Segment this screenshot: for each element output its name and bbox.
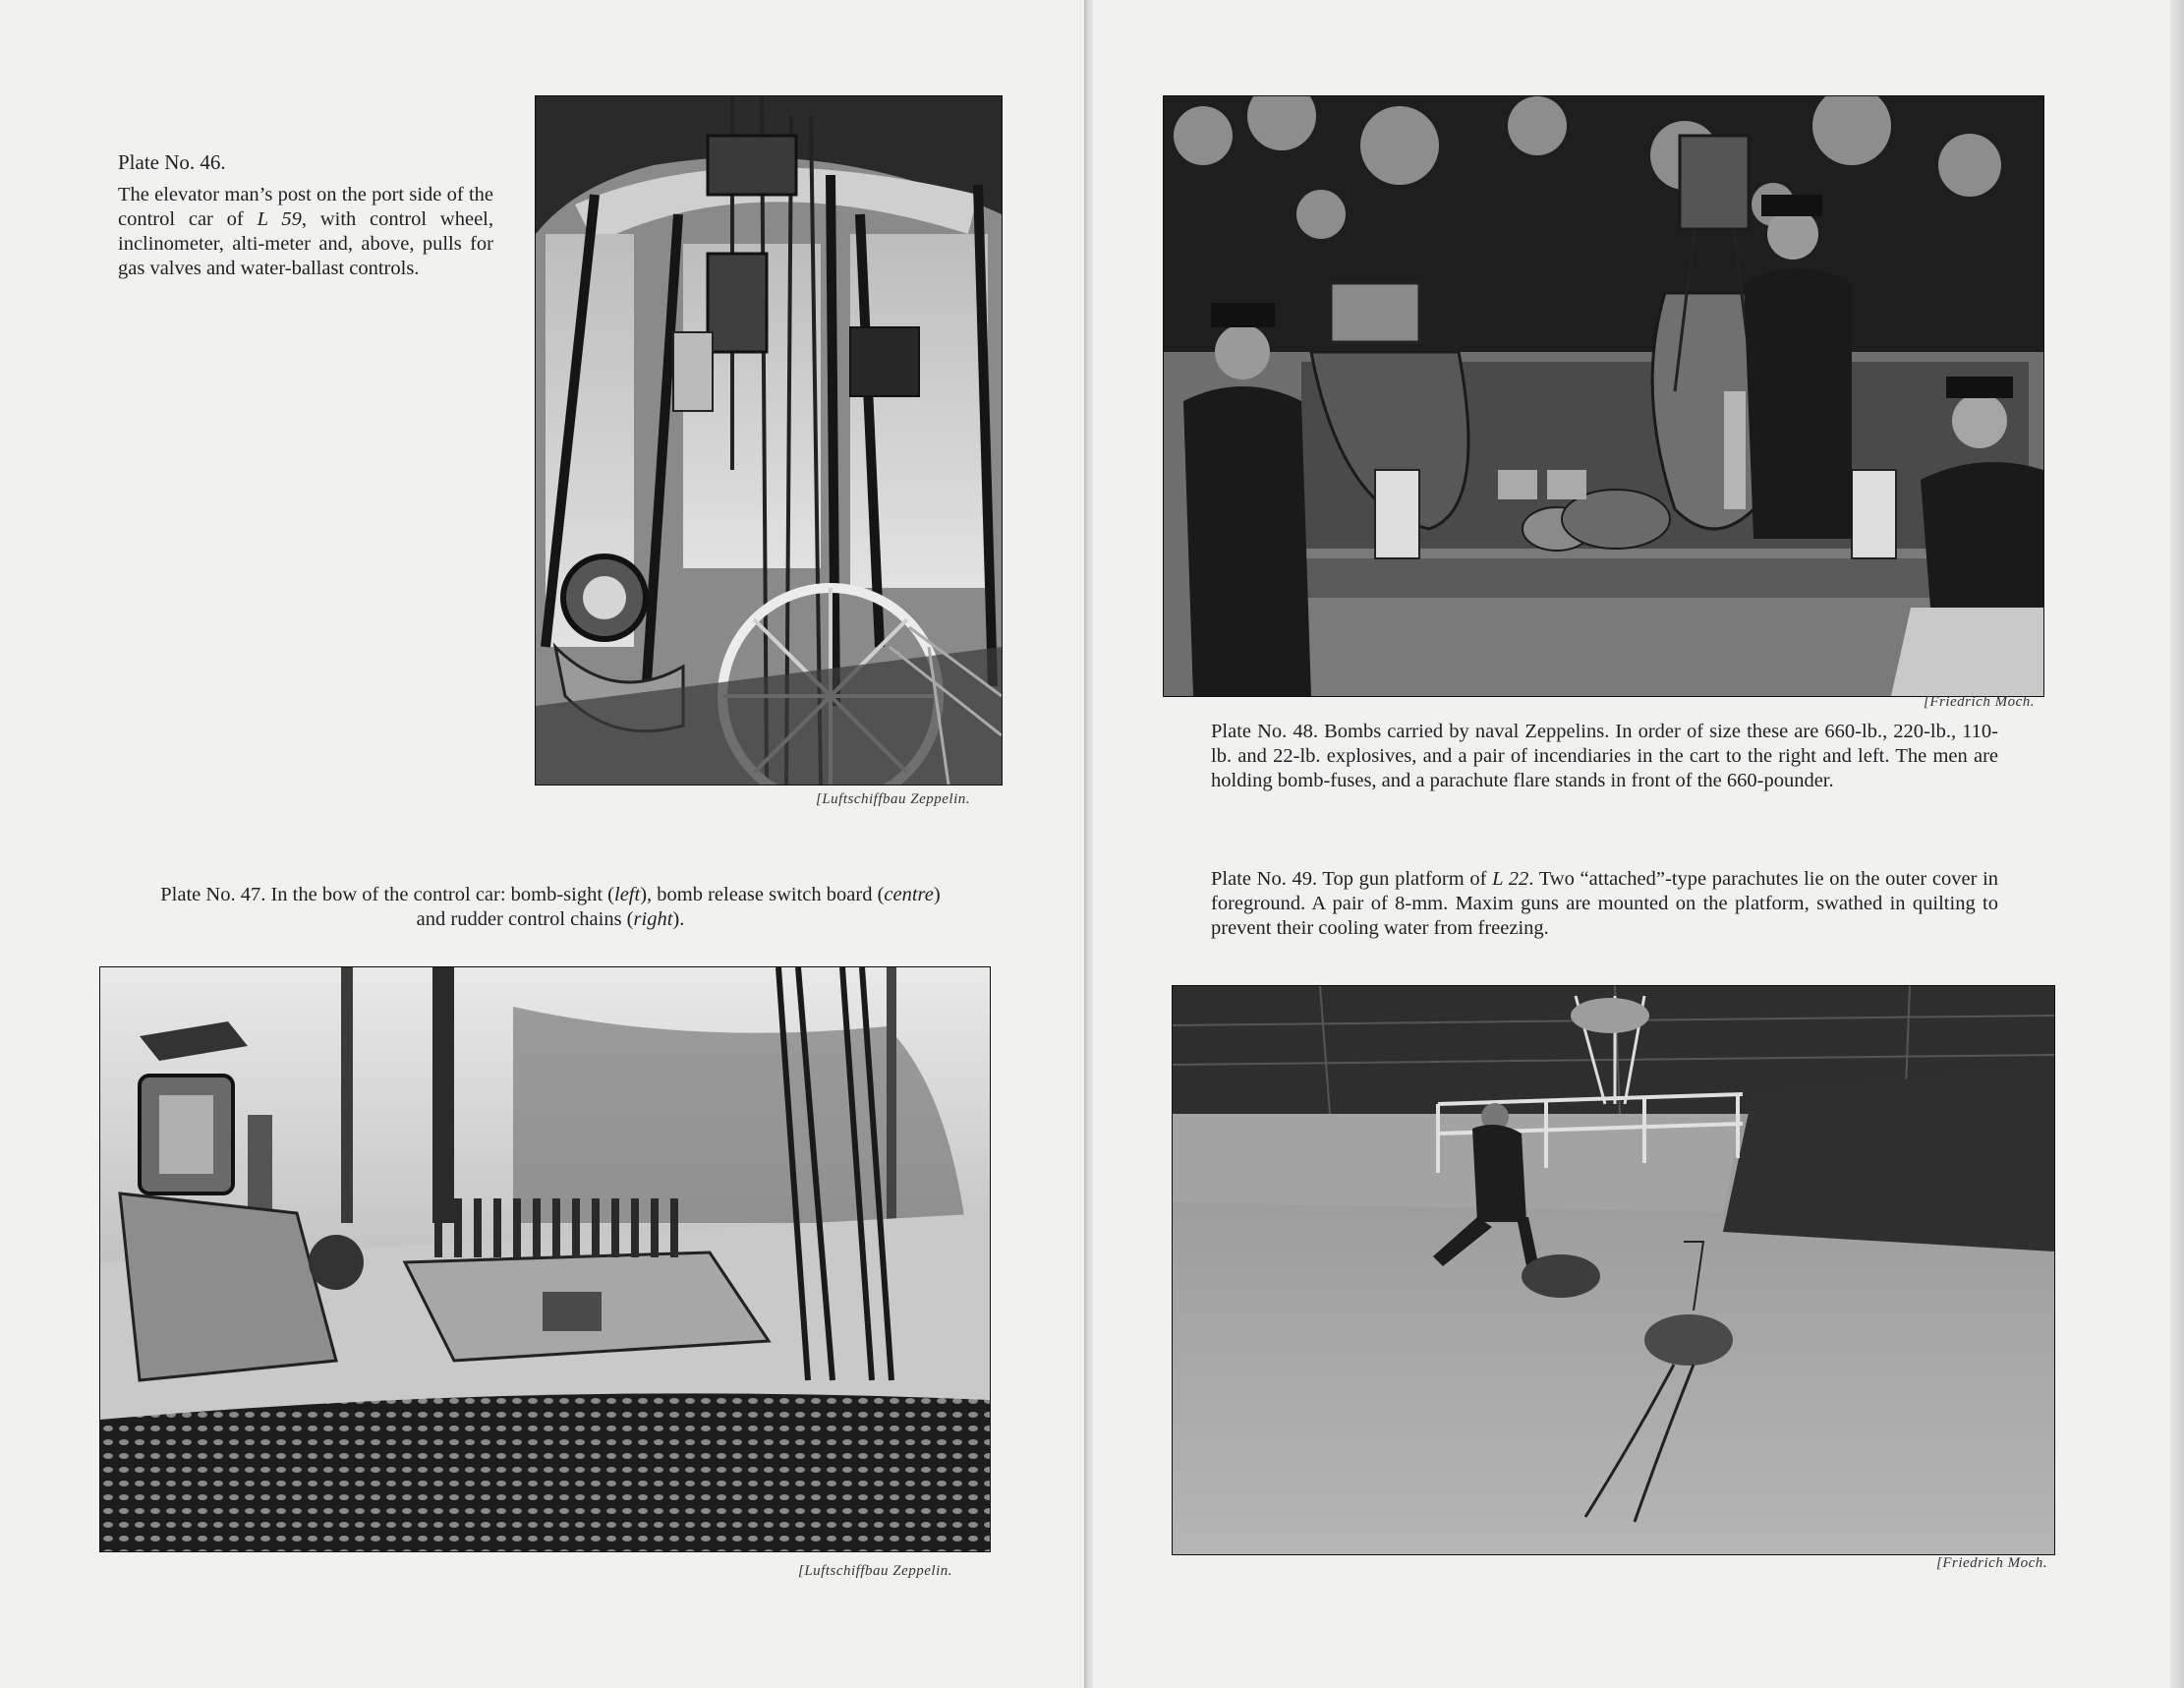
control-car-illustration bbox=[536, 96, 1002, 785]
gun-platform-photo bbox=[1172, 985, 2055, 1555]
plate-49-caption bbox=[1211, 867, 1998, 941]
plate-46-credit: [Luftschiffbau Zeppelin. bbox=[816, 791, 971, 807]
gun-platform-illustration bbox=[1173, 986, 2054, 1554]
plate-47-caption bbox=[147, 883, 953, 932]
bombs-photo bbox=[1163, 95, 2044, 697]
right-page bbox=[1093, 0, 2184, 1688]
plate-48-caption bbox=[1211, 720, 1998, 793]
book-spine bbox=[1084, 0, 1093, 1688]
page-edge bbox=[2170, 0, 2184, 1688]
plate-46-title: Plate No. 46. bbox=[118, 150, 226, 174]
bombs-illustration bbox=[1164, 96, 2043, 696]
plate-49-text: Plate No. 49. Top gun platform of L 22. Two “attached”-type parachutes lie on the outer cover in foreground. A pair of 8-mm. Maxim guns are mounted on the platform, swathed in quilting to prevent their cooling water from freezing. bbox=[1211, 868, 1999, 939]
plate-47-text: Plate No. 47. In the bow of the control car: bomb-sight (left), bomb release switch board (centre) and rudder control chains (right). bbox=[160, 884, 941, 930]
control-car-photo bbox=[535, 95, 1003, 786]
plate-47-credit: [Luftschiffbau Zeppelin. bbox=[798, 1563, 953, 1579]
bomb-sight-photo bbox=[99, 966, 991, 1552]
bomb-sight-illustration bbox=[100, 967, 990, 1551]
left-page bbox=[0, 0, 1084, 1688]
plate-46-caption bbox=[118, 150, 493, 281]
plate-49-credit: [Friedrich Moch. bbox=[1936, 1555, 2047, 1571]
plate-46-text: The elevator man’s post on the port side of the control car of L 59, with control wheel, inclinometer, alti-meter and, above, pulls for gas valves and water-ballast controls. bbox=[118, 184, 493, 279]
plate-48-text: Plate No. 48. Bombs carried by naval Zeppelins. In order of size these are 660-lb., 220-lb., 110-lb. and 22-lb. explosives, and a pair of incendiaries in the cart to the right and left. The men are holding bomb-fuses, and a parachute flare stands in front of the 660-pounder. bbox=[1211, 721, 1998, 791]
plate-48-credit: [Friedrich Moch. bbox=[1924, 694, 2035, 710]
